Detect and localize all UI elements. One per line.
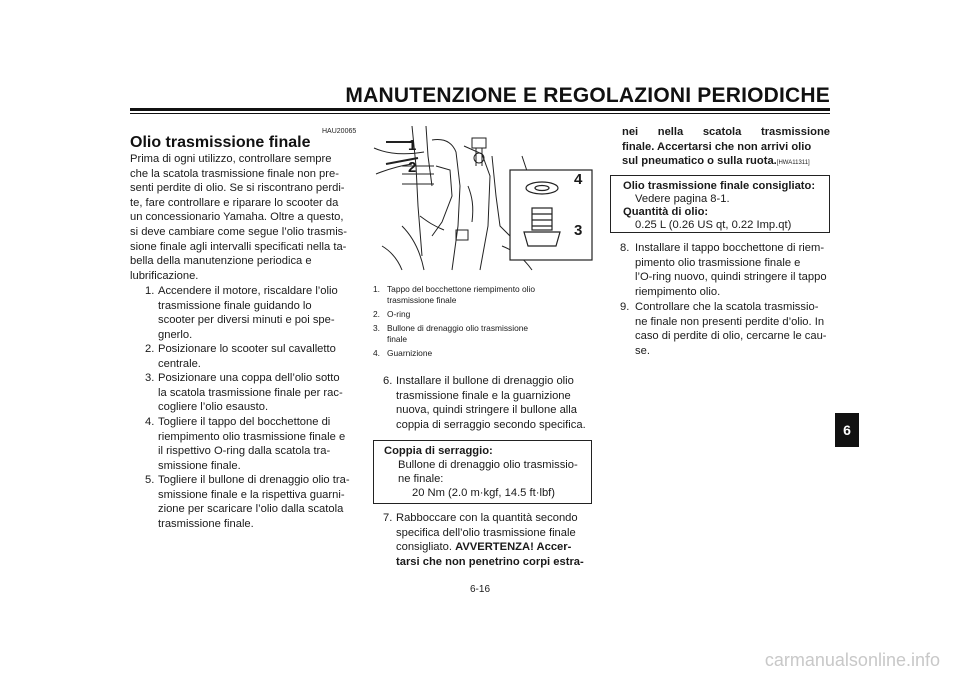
page-header-title: MANUTENZIONE E REGOLAZIONI PERIODICHE xyxy=(345,84,830,107)
step-number: 9. xyxy=(620,301,630,313)
caption-number: 4. xyxy=(373,348,380,358)
step-item-3 xyxy=(145,371,351,415)
step-line: caso di perdite di olio, cercarne le cau- xyxy=(635,330,827,343)
step-number: 5. xyxy=(145,474,155,486)
step-line xyxy=(396,555,590,570)
step-item-8 xyxy=(620,241,830,299)
step-number: 8. xyxy=(620,242,630,254)
torque-spec-box xyxy=(373,440,592,504)
caption-line: Bullone di drenaggio olio trasmissione xyxy=(387,323,529,333)
step-line: trasmissione finale. xyxy=(158,517,254,530)
section-code: HAU20065 xyxy=(322,128,357,135)
intro-line: te, fare controllare e riparare lo scooter da xyxy=(130,196,339,209)
callout-3: 3 xyxy=(574,222,583,239)
caption-item xyxy=(373,309,593,320)
step-line: se. xyxy=(635,344,650,357)
step-line: nuova, quindi stringere il bullone alla xyxy=(396,404,577,417)
intro-line: un concessionario Yamaha. Oltre a questo, xyxy=(130,211,344,224)
intro-line: si deve cambiare come segue l’olio trasmis- xyxy=(130,225,347,238)
header-rule-thin xyxy=(130,113,830,114)
step-line: trasmissione finale e la guarnizione xyxy=(396,389,571,402)
step-line: il rispettivo O-ring dalla scatola tra- xyxy=(158,445,331,458)
torque-box-title: Coppia di serraggio: xyxy=(384,445,493,457)
warning-continuation xyxy=(622,125,830,171)
caption-number: 1. xyxy=(373,284,380,294)
step-line: smissione finale e la rispettiva guarni- xyxy=(158,488,345,501)
chapter-tab: 6 xyxy=(835,413,859,447)
callout-1: 1 xyxy=(408,137,417,154)
step-number: 1. xyxy=(145,285,155,297)
warning-line xyxy=(622,154,830,171)
step-number: 7. xyxy=(383,512,393,524)
watermark-text: carmanualsonline.info xyxy=(764,650,940,670)
callout-2: 2 xyxy=(408,159,417,176)
step-line: specifica dell’olio trasmissione finale xyxy=(396,526,576,539)
oil-box-qty-label: Quantità di olio: xyxy=(623,206,709,218)
step-line: gnerlo. xyxy=(158,328,193,341)
step-line: Togliere il bullone di drenaggio olio tra- xyxy=(158,474,350,486)
step-number: 4. xyxy=(145,416,155,428)
step-line: Accendere il motore, riscaldare l’olio xyxy=(158,285,338,297)
step-line: zione per scaricare l’olio dalla scatola xyxy=(158,503,344,516)
caption-line: O-ring xyxy=(387,309,411,319)
step-line: riempimento olio trasmissione finale e xyxy=(158,430,346,443)
caption-line: trasmissione finale xyxy=(387,295,457,305)
step-line: smissione finale. xyxy=(158,459,241,472)
step-line: Controllare che la scatola trasmissio- xyxy=(635,301,819,313)
warning-code: [HWA11311] xyxy=(776,160,810,167)
step-line: Installare il bullone di drenaggio olio xyxy=(396,375,574,387)
caption-line: Guarnizione xyxy=(387,348,433,358)
intro-line: che la scatola trasmissione finale non pre- xyxy=(130,167,339,180)
step-item-6 xyxy=(383,374,590,432)
warning-text: tarsi che non penetrino corpi estra- xyxy=(396,555,584,568)
oil-box-title: Olio trasmissione finale consigliato: xyxy=(623,180,816,192)
warning-text: AVVERTENZA! Accer- xyxy=(455,541,572,554)
step-line: Posizionare una coppa dell’olio sotto xyxy=(158,372,340,384)
caption-item xyxy=(373,323,593,345)
intro-line: sione finale agli intervalli specificati nella ta- xyxy=(130,240,347,253)
step-number: 3. xyxy=(145,372,155,384)
step-line: la scatola trasmissione finale per rac- xyxy=(158,386,343,399)
page-number: 6-16 xyxy=(469,584,490,595)
step-line: l’O-ring nuovo, quindi stringere il tappo xyxy=(635,271,827,284)
callout-4: 4 xyxy=(574,171,583,188)
header-rule-thick xyxy=(130,108,830,111)
step-line: ne finale non presenti perdite d’olio. In xyxy=(635,315,825,328)
figure-illustration xyxy=(372,126,594,272)
gear-case-drawing xyxy=(372,126,594,272)
caption-item xyxy=(373,348,593,359)
step-line: Togliere il tappo del bocchettone di xyxy=(158,416,331,428)
caption-line: finale xyxy=(387,334,408,344)
torque-box-value: 20 Nm (2.0 m·kgf, 14.5 ft·lbf) xyxy=(412,487,555,499)
section-title: Olio trasmissione finale xyxy=(130,134,311,151)
caption-item xyxy=(373,284,593,306)
intro-paragraph xyxy=(130,152,350,283)
step-item-7 xyxy=(383,511,590,569)
intro-line: senti perdite di olio. Se si riscontrano perdi- xyxy=(130,182,345,195)
step-item-1 xyxy=(145,284,351,342)
step-line xyxy=(396,540,590,555)
step-line: Rabboccare con la quantità secondo xyxy=(396,512,578,524)
warning-line: nei nella scatola trasmissione xyxy=(622,126,830,138)
warning-line: finale. Accertarsi che non arrivi olio xyxy=(622,140,812,153)
figure-caption-list xyxy=(373,284,593,359)
step-line: trasmissione finale guidando lo xyxy=(158,299,312,312)
torque-box-line2: ne finale: xyxy=(398,473,444,485)
intro-line: lubrificazione. xyxy=(130,269,199,282)
recommended-oil-box xyxy=(610,175,830,233)
caption-number: 2. xyxy=(373,309,380,319)
intro-line: Prima di ogni utilizzo, controllare sempre xyxy=(130,153,332,165)
step-line: Posizionare lo scooter sul cavalletto xyxy=(158,343,336,355)
step-item-2 xyxy=(145,342,351,371)
step-item-5 xyxy=(145,473,351,531)
step-line: riempimento olio. xyxy=(635,285,721,298)
step-number: 2. xyxy=(145,343,155,355)
step-item-4 xyxy=(145,415,351,473)
warning-text: sul pneumatico o sulla ruota. xyxy=(622,155,777,168)
step-line: Installare il tappo bocchettone di riem- xyxy=(635,242,825,254)
step-item-9 xyxy=(620,300,830,358)
caption-line: Tappo del bocchettone riempimento olio xyxy=(387,284,536,294)
torque-box-line1: Bullone di drenaggio olio trasmissio- xyxy=(398,459,578,471)
oil-box-qty-value: 0.25 L (0.26 US qt, 0.22 Imp.qt) xyxy=(635,219,792,231)
oil-box-see-page: Vedere pagina 8-1. xyxy=(635,193,730,205)
step-line: cogliere l’olio esausto. xyxy=(158,401,269,414)
step-line: coppia di serraggio secondo specifica. xyxy=(396,418,586,431)
step-text: consigliato. xyxy=(396,541,456,554)
caption-number: 3. xyxy=(373,323,380,333)
step-number: 6. xyxy=(383,375,393,387)
step-line: centrale. xyxy=(158,357,201,370)
step-line: scooter per diversi minuti e poi spe- xyxy=(158,314,335,327)
step-line: pimento olio trasmissione finale e xyxy=(635,256,801,269)
intro-line: bella della manutenzione periodica e xyxy=(130,255,312,268)
